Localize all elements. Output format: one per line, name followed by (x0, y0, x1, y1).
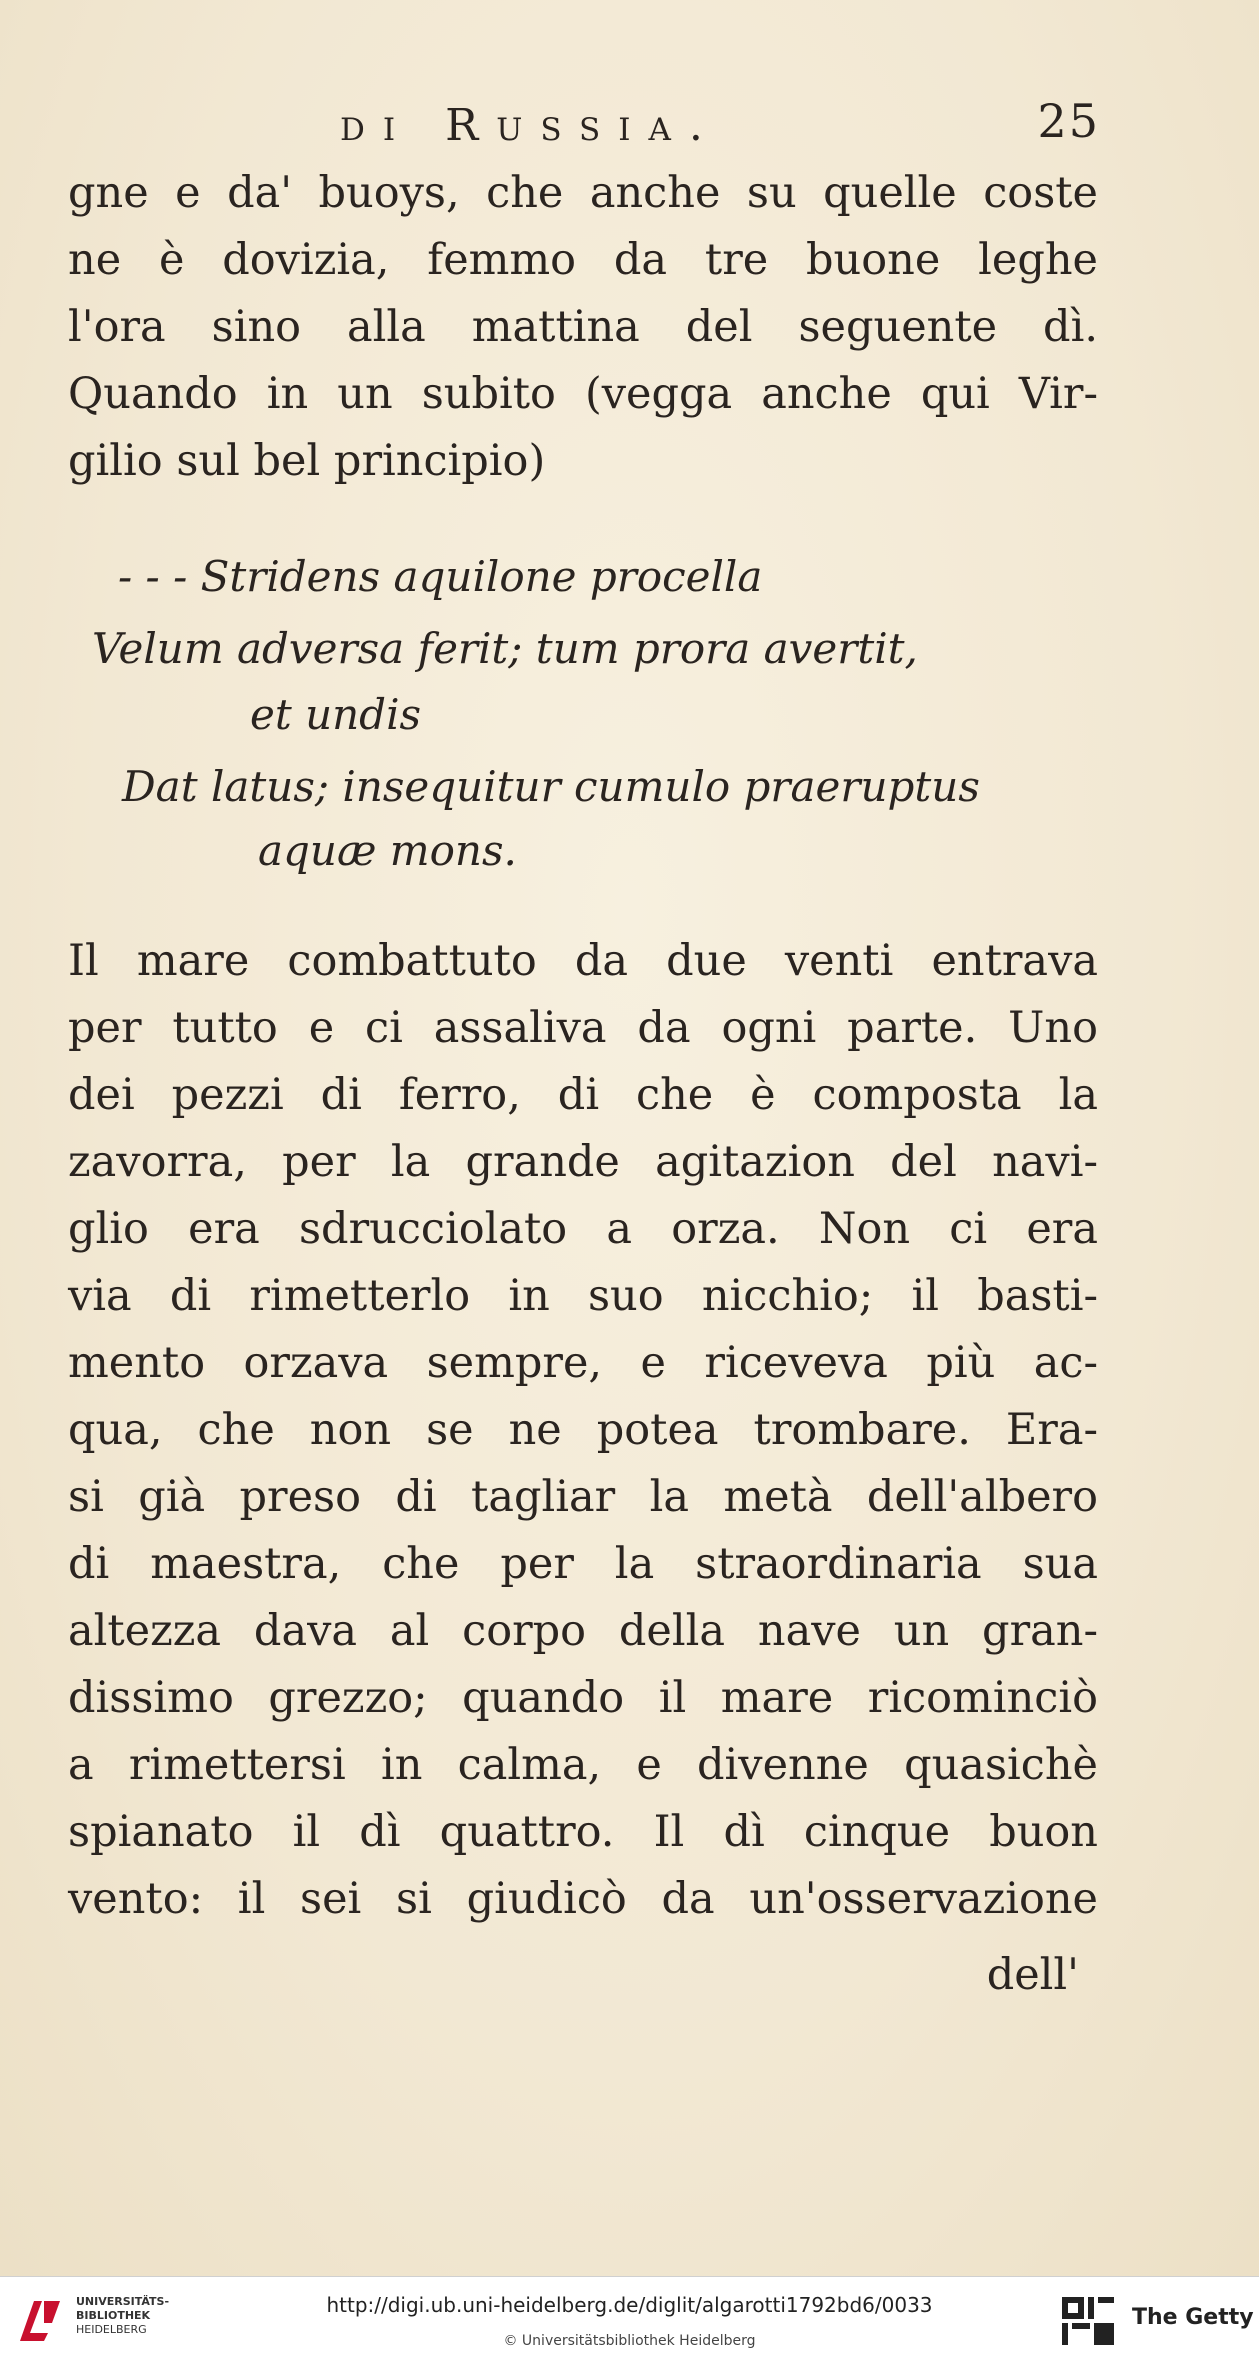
verse-line: - - - Stridens aquilone procella (118, 552, 763, 601)
text-line: spianato il dì quattro. Il dì cinque buon (68, 1807, 1098, 1857)
paragraph-1 (68, 160, 1098, 495)
viewer-footer (0, 2276, 1259, 2365)
text-line: gne e da' buoys, che anche su quelle coste (68, 168, 1098, 218)
text-line: mento orzava sempre, e riceveva più ac- (68, 1338, 1098, 1388)
text-line: Quando in un subito (vegga anche qui Vir- (68, 369, 1098, 419)
paragraph-2 (68, 928, 1098, 1933)
text-line: di maestra, che per la straordinaria sua (68, 1539, 1098, 1589)
text-line: via di rimetterlo in suo nicchio; il basti- (68, 1271, 1098, 1321)
text-line: dissimo grezzo; quando il mare ricominciò (68, 1673, 1098, 1723)
text-line: si già preso di tagliar la metà dell'albero (68, 1472, 1098, 1522)
text-line: a rimettersi in calma, e divenne quasichè (68, 1740, 1098, 1790)
university-library-name: UNIVERSITÄTS- BIBLIOTHEK HEIDELBERG (76, 2295, 170, 2336)
text-line: qua, che non se ne potea trombare. Era- (68, 1405, 1098, 1455)
text-line: l'ora sino alla mattina del seguente dì. (68, 302, 1098, 352)
running-head (340, 94, 1100, 160)
running-head-title: di Russia. (340, 100, 721, 151)
text-line: Il mare combattuto da due venti entrava (68, 936, 1098, 986)
text-line: glio era sdrucciolato a orza. Non ci era (68, 1204, 1098, 1254)
page-number: 25 (1037, 94, 1100, 148)
text-line: dei pezzi di ferro, di che è composta la (68, 1070, 1098, 1120)
text-line: zavorra, per la grande agitazion del navi- (68, 1137, 1098, 1187)
getty-logo-icon (1060, 2295, 1116, 2347)
verse-line: Velum adversa ferit; tum prora avertit, (92, 624, 918, 673)
catchword: dell' (986, 1950, 1079, 2000)
text-line: per tutto e ci assaliva da ogni parte. Uno (68, 1003, 1098, 1053)
text-line: vento: il sei si giudicò da un'osservazione (68, 1874, 1098, 1924)
permalink-url[interactable]: http://digi.ub.uni-heidelberg.de/diglit/algarotti1792bd6/0033 (326, 2293, 933, 2317)
verse-line: et undis (250, 690, 422, 739)
copyright-notice: © Universitätsbibliothek Heidelberg (503, 2333, 756, 2349)
text-line: altezza dava al corpo della nave un gran- (68, 1606, 1098, 1656)
text-line: ne è dovizia, femmo da tre buone leghe (68, 235, 1098, 285)
text-line: gilio sul bel principio) (68, 436, 546, 486)
getty-name: The Getty (1132, 2305, 1254, 2330)
verse-line: aquæ mons. (258, 826, 517, 875)
verse-line: Dat latus; insequitur cumulo praeruptus (122, 762, 980, 811)
